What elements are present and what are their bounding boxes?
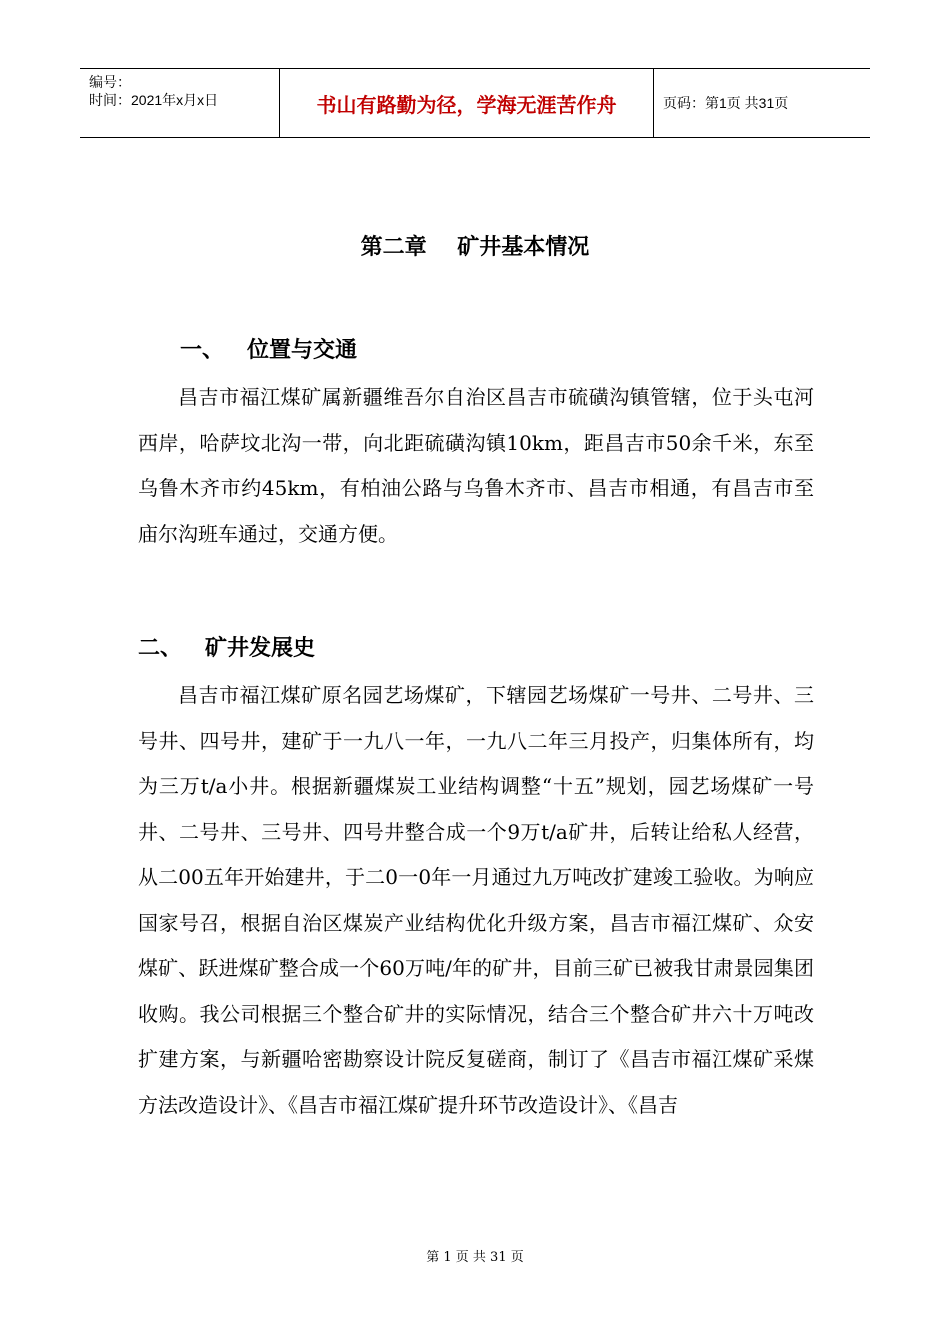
- section-heading-history: 二、 矿井发展史: [138, 636, 315, 661]
- document-header: [80, 68, 870, 138]
- section-paragraph-location: 昌吉市福江煤矿属新疆维吾尔自治区昌吉市硫磺沟镇管辖，位于头屯河西岸，哈萨坟北沟一带，向北距硫磺沟镇10km，距昌吉市50余千米，东至乌鲁木齐市约45km，有柏油公路与乌鲁木齐市、昌吉市相通，有昌吉市至庙尔沟班车通过，交通方便。: [138, 385, 814, 546]
- motto-text: 书山有路勤为径，学海无涯苦作舟: [316, 92, 617, 117]
- header-meta-cell: [80, 69, 280, 137]
- chapter-title: 第二章 矿井基本情况: [360, 235, 590, 260]
- page-footer: 第 1 页 共 31 页: [426, 1250, 524, 1265]
- motto-cell: [280, 69, 654, 137]
- section-paragraph-history: 昌吉市福江煤矿原名园艺场煤矿，下辖园艺场煤矿一号井、二号井、三号井、四号井，建矿于一九八一年，一九八二年三月投产，归集体所有，均为三万t/a小井。根据新疆煤炭工业结构调整“十五”规划，园艺场煤矿一号井、二号井、三号井、四号井整合成一个9万t/a矿井，后转让给私人经营，从二00五年开始建井，于二0一0年一月通过九万吨改扩建竣工验收。为响应国家号召，根据自治区煤炭产业结构优化升级方案，昌吉市福江煤矿、众安煤矿、跃进煤矿整合成一个60万吨/年的矿井，目前三矿已被我甘肃景园集团收购。我公司根据三个整合矿井的实际情况，结合三个整合矿井六十万吨改扩建方案，与新疆哈密勘察设计院反复磋商，制订了《昌吉市福江煤矿采煤方法改造设计》、《昌吉市福江煤矿提升环节改造设计》、《昌吉: [138, 683, 814, 1117]
- time-label: 时间：2021年x月x日: [89, 92, 219, 108]
- section-heading-location: 一、 位置与交通: [180, 338, 357, 363]
- number-label: 编号：: [89, 74, 131, 90]
- page-info-cell: [654, 69, 870, 137]
- page-info-text: 页码：第1页 共31页: [663, 95, 789, 111]
